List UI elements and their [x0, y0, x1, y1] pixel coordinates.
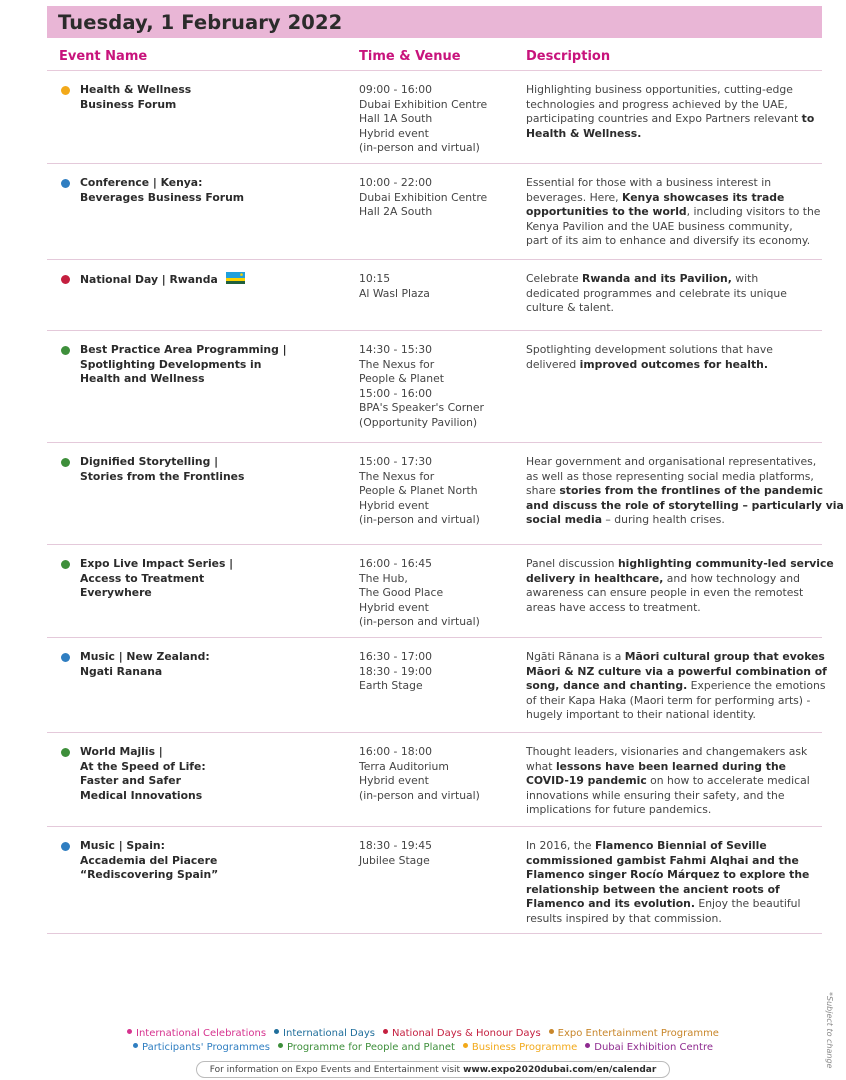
event-name-line: Dignified Storytelling |	[80, 455, 219, 468]
description-text: areas have access to treatment.	[526, 600, 701, 614]
description-line	[526, 455, 822, 470]
column-header-description: Description	[526, 49, 611, 64]
time-venue-line: 18:30 - 19:45	[359, 839, 432, 852]
event-name-line: Medical Innovations	[80, 788, 203, 802]
description-bold-text: song, dance and chanting.	[526, 679, 688, 693]
legend-label: Expo Entertainment Programme	[557, 1028, 719, 1039]
time-venue-line: Hybrid event	[359, 600, 429, 614]
event-name-line: Everywhere	[80, 586, 152, 600]
category-dot-icon	[61, 458, 70, 467]
description-text: participating countries and Expo Partners relevant	[526, 112, 802, 126]
description-bold-text: to	[801, 112, 815, 126]
description-bold-text: highlighting community-led service	[617, 557, 834, 570]
event-name-line: Access to Treatment	[80, 571, 205, 585]
description-line	[526, 694, 822, 709]
event-name	[80, 839, 280, 883]
row-divider	[47, 933, 822, 934]
time-venue-line: Hall 2A South	[359, 205, 433, 219]
time-venue-line: The Nexus for	[359, 469, 435, 483]
description-text: share	[526, 484, 560, 498]
event-name-line: Business Forum	[80, 97, 177, 111]
time-venue-line: Dubai Exhibition Centre	[359, 190, 488, 204]
description-bold-text: Flamenco singer Rocío Márquez to explore the	[526, 868, 810, 882]
description-text: of their Kapa Haka (Maori term for performing arts) -	[526, 693, 811, 707]
time-venue-line: 18:30 - 19:00	[359, 664, 432, 678]
description-line	[526, 484, 822, 499]
category-dot-icon	[61, 275, 70, 284]
description-text: Enjoy the beautiful	[694, 897, 801, 911]
description-bold-text: delivery in healthcare,	[526, 571, 664, 585]
legend-item	[463, 1042, 577, 1053]
legend-dot-icon	[585, 1043, 590, 1048]
description-text: Panel discussion	[526, 557, 618, 570]
event-name-line: Music | New Zealand:	[80, 650, 210, 663]
time-venue-line: BPA's Speaker's Corner	[359, 401, 484, 415]
description-text: Thought leaders, visionaries and changemakers ask	[526, 745, 808, 758]
event-name	[80, 745, 280, 803]
time-venue-line: 15:00 - 17:30	[359, 455, 432, 468]
event-name-line: Ngati Ranana	[80, 664, 163, 678]
event-name-line: Conference | Kenya:	[80, 176, 203, 189]
description-text: Kenya Pavilion and the UAE business community,	[526, 219, 793, 233]
time-venue-line: The Nexus for	[359, 357, 435, 371]
time-venue	[359, 272, 519, 301]
description-text: awareness can ensure people in even the remotest	[526, 586, 804, 600]
legend-label: Dubai Exhibition Centre	[594, 1042, 713, 1053]
event-name-line-with-flag	[80, 272, 280, 288]
description-text: In 2016, the	[526, 839, 595, 852]
event-name-line: Faster and Safer	[80, 774, 181, 788]
time-venue-line: Hall 1A South	[359, 112, 433, 126]
description-text: technologies and progress achieved by the UAE,	[526, 97, 788, 111]
description-line	[526, 287, 822, 302]
time-venue-line: Dubai Exhibition Centre	[359, 97, 488, 111]
description-line	[526, 470, 822, 485]
legend-dot-icon	[133, 1043, 138, 1048]
event-name-line: Stories from the Frontlines	[80, 469, 245, 483]
description-bold-text: and discuss the role of storytelling – particularly via	[526, 498, 844, 512]
description-line	[526, 572, 822, 587]
description-line	[526, 774, 822, 789]
time-venue-line: Jubilee Stage	[359, 853, 430, 867]
description-line	[526, 98, 822, 113]
time-venue-line: Al Wasl Plaza	[359, 286, 430, 300]
event-name	[80, 83, 280, 112]
legend-dot-icon	[127, 1029, 132, 1034]
event-description	[526, 455, 844, 528]
legend-dot-icon	[463, 1043, 468, 1048]
event-name	[80, 455, 280, 484]
description-line	[526, 664, 827, 680]
description-line	[526, 358, 822, 373]
description-bold-text: stories from the frontlines of the pandemic	[559, 484, 824, 498]
legend-label: Programme for People and Planet	[286, 1042, 455, 1053]
calendar-link-pill[interactable]	[196, 1061, 670, 1078]
description-bold-text: Health & Wellness.	[526, 126, 642, 140]
legend-dot-icon	[274, 1029, 279, 1034]
legend-label: National Days & Honour Days	[392, 1028, 541, 1039]
description-text: innovations while ensuring their safety, and the	[526, 788, 785, 802]
category-dot-icon	[61, 86, 70, 95]
description-text: Essential for those with a business interest in	[526, 176, 772, 189]
event-name-line: Health & Wellness	[80, 83, 192, 96]
time-venue-line: 10:00 - 22:00	[359, 176, 432, 189]
time-venue-line: (in-person and virtual)	[359, 141, 480, 155]
description-line	[526, 883, 822, 898]
table-row	[47, 331, 822, 443]
table-row	[47, 71, 822, 164]
time-venue-line: 16:30 - 17:00	[359, 650, 432, 663]
event-name-line: World Majlis |	[80, 745, 163, 758]
description-text: hugely important to their national identity.	[526, 708, 756, 722]
legend-dot-icon	[383, 1029, 388, 1034]
table-row	[47, 638, 827, 733]
time-venue-line: Hybrid event	[359, 126, 429, 140]
description-text: results inspired by that commission.	[526, 911, 722, 925]
description-line	[526, 557, 834, 572]
description-text: implications for future pandemics.	[526, 803, 712, 817]
description-line	[526, 760, 822, 775]
description-bold-text: Flamenco and its evolution.	[526, 897, 695, 911]
legend-label: Business Programme	[471, 1042, 578, 1053]
legend-item	[585, 1042, 713, 1053]
description-line	[526, 745, 822, 760]
description-line	[526, 112, 822, 127]
description-line	[526, 301, 822, 316]
event-name	[80, 650, 280, 679]
description-text: Ngāti Rānana is a	[526, 650, 625, 663]
description-line	[526, 220, 822, 235]
description-bold-text: social media	[526, 513, 602, 527]
legend-item	[549, 1028, 719, 1039]
legend-dot-icon	[549, 1029, 554, 1034]
description-line	[526, 127, 822, 142]
legend-label: International Days	[283, 1028, 376, 1039]
description-line	[526, 272, 822, 287]
category-dot-icon	[61, 560, 70, 569]
description-bold-text: Flamenco Biennial of Seville	[594, 839, 767, 852]
time-venue	[359, 839, 519, 868]
event-name	[80, 272, 280, 288]
side-note: *Subject to change	[825, 992, 834, 1069]
time-venue	[359, 745, 519, 803]
description-line	[526, 803, 822, 818]
column-header-time-venue: Time & Venue	[359, 49, 461, 64]
event-description	[526, 176, 822, 249]
description-text: on how to accelerate medical	[646, 774, 810, 788]
description-line	[526, 650, 825, 665]
column-header-event-name: Event Name	[59, 49, 148, 64]
description-line	[526, 897, 822, 912]
description-bold-text: Kenya showcases its trade	[622, 190, 785, 204]
description-line	[526, 234, 822, 249]
description-bold-text: Māori cultural group that evokes	[624, 650, 825, 663]
description-text: with	[731, 272, 759, 285]
legend-row-1	[0, 1028, 846, 1039]
event-description	[526, 745, 822, 818]
description-text: beverages. Here,	[526, 190, 623, 204]
time-venue-line: Hybrid event	[359, 774, 429, 788]
description-bold-text: COVID-19 pandemic	[526, 774, 647, 788]
description-bold-text: lessons have been learned during the	[555, 759, 786, 773]
time-venue-line: 10:15	[359, 272, 391, 285]
event-name-line: Beverages Business Forum	[80, 190, 245, 204]
category-dot-icon	[61, 653, 70, 662]
rwanda-flag-icon	[226, 272, 245, 284]
description-line	[526, 839, 822, 854]
event-description	[526, 839, 822, 927]
footer-text: For information on Expo Events and Entertainment visit	[209, 1064, 461, 1075]
event-name-line: Accademia del Piacere	[80, 853, 218, 867]
time-venue-line: (in-person and virtual)	[359, 788, 480, 802]
time-venue-line: Hybrid event	[359, 498, 429, 512]
description-bold-text: Māori & NZ culture via a powerful combination of	[526, 664, 827, 678]
time-venue-line: 14:30 - 15:30	[359, 343, 432, 356]
description-line	[526, 343, 822, 358]
table-row	[47, 827, 822, 934]
description-line	[526, 912, 822, 927]
description-text: culture & talent.	[526, 301, 614, 315]
description-bold-text: opportunities to the world	[526, 205, 687, 219]
category-dot-icon	[61, 748, 70, 757]
event-name	[80, 176, 280, 205]
date-banner	[47, 6, 822, 38]
event-description	[526, 272, 822, 316]
time-venue	[359, 557, 519, 630]
event-description	[526, 557, 834, 615]
description-bold-text: Rwanda and its Pavilion,	[582, 272, 732, 285]
time-venue-line: 15:00 - 16:00	[359, 386, 432, 400]
description-text: part of its aim to enhance and diversify its economy.	[526, 234, 811, 248]
description-text: delivered	[526, 357, 580, 371]
event-description	[526, 343, 822, 372]
time-venue	[359, 83, 519, 156]
page-title: Tuesday, 1 February 2022	[58, 10, 343, 34]
category-dot-icon	[61, 842, 70, 851]
description-bold-text: commissioned gambist Fahmi Alqhai and the	[526, 853, 799, 867]
description-text: and how technology and	[663, 571, 800, 585]
event-name-line: Expo Live Impact Series |	[80, 557, 234, 570]
time-venue	[359, 343, 519, 431]
time-venue-line: The Good Place	[359, 586, 444, 600]
category-dot-icon	[61, 346, 70, 355]
description-bold-text: improved outcomes for health.	[579, 357, 768, 371]
legend-item	[383, 1028, 541, 1039]
description-text: as well as those representing social media platforms,	[526, 469, 814, 483]
time-venue-line: (in-person and virtual)	[359, 615, 480, 629]
description-line	[526, 708, 822, 723]
description-line	[526, 586, 822, 601]
time-venue	[359, 176, 519, 220]
event-name-line: National Day | Rwanda	[80, 273, 218, 286]
description-line	[526, 498, 844, 514]
event-name-line: Music | Spain:	[80, 839, 165, 852]
table-row	[47, 733, 822, 827]
table-row	[47, 260, 822, 331]
event-name-line: At the Speed of Life:	[80, 759, 206, 773]
time-venue-line: The Hub,	[359, 571, 408, 585]
description-line	[526, 868, 822, 883]
legend-item	[274, 1028, 375, 1039]
time-venue-line: 16:00 - 18:00	[359, 745, 432, 758]
category-dot-icon	[61, 179, 70, 188]
description-text: Spotlighting development solutions that have	[526, 343, 773, 356]
event-name-line: “Rediscovering Spain”	[80, 868, 219, 882]
description-line	[526, 176, 822, 191]
table-row	[47, 443, 844, 545]
legend-label: Participants' Programmes	[141, 1042, 270, 1053]
description-line	[526, 854, 822, 869]
legend-item	[127, 1028, 266, 1039]
time-venue-line: Earth Stage	[359, 679, 423, 693]
time-venue	[359, 455, 519, 528]
description-text: Experience the emotions	[687, 679, 826, 693]
time-venue-line: (Opportunity Pavilion)	[359, 415, 478, 429]
description-text: Celebrate	[526, 272, 583, 285]
legend-dot-icon	[278, 1043, 283, 1048]
description-text: Hear government and organisational representatives,	[526, 455, 817, 468]
description-text: what	[526, 759, 556, 773]
event-description	[526, 650, 827, 723]
time-venue	[359, 650, 519, 694]
description-text: Highlighting business opportunities, cutting-edge	[526, 83, 793, 96]
legend-item	[133, 1042, 270, 1053]
description-text: dedicated programmes and celebrate its unique	[526, 286, 787, 300]
event-name	[80, 343, 287, 387]
description-line	[526, 191, 822, 206]
description-line	[526, 789, 822, 804]
table-row	[47, 164, 822, 260]
time-venue-line: People & Planet	[359, 372, 444, 386]
description-line	[526, 679, 826, 694]
description-bold-text: relationship between the ancient roots of	[526, 882, 780, 896]
time-venue-line: People & Planet North	[359, 484, 478, 498]
time-venue-line: Terra Auditorium	[359, 759, 449, 773]
time-venue-line: 09:00 - 16:00	[359, 83, 432, 96]
event-name-line: Spotlighting Developments in	[80, 357, 262, 371]
event-name-line: Best Practice Area Programming |	[80, 343, 287, 356]
legend-row-2	[0, 1042, 846, 1053]
description-line	[526, 83, 822, 98]
description-line	[526, 205, 822, 220]
event-name	[80, 557, 280, 601]
description-line	[526, 601, 822, 616]
legend-label: International Celebrations	[136, 1028, 267, 1039]
time-venue-line: 16:00 - 16:45	[359, 557, 432, 570]
event-name-line: Health and Wellness	[80, 372, 205, 386]
description-text: , including visitors to the	[686, 205, 821, 219]
event-description	[526, 83, 822, 141]
legend-item	[278, 1042, 455, 1053]
description-line	[526, 513, 822, 528]
table-row	[47, 545, 834, 638]
calendar-url-link[interactable]: www.expo2020dubai.com/en/calendar	[463, 1064, 657, 1075]
time-venue-line: (in-person and virtual)	[359, 513, 480, 527]
description-text: – during health crises.	[601, 513, 725, 527]
